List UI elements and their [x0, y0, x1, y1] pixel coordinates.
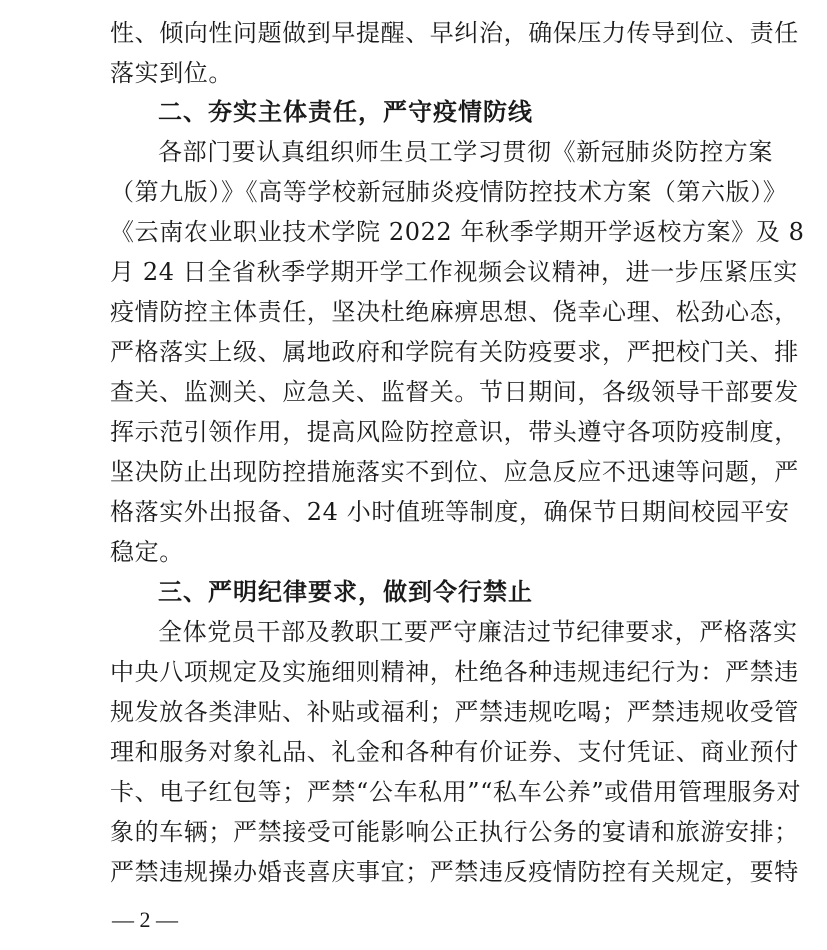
body-text-line: 严禁违规操办婚丧喜庆事宜；严禁违反疫情防控有关规定，要特 — [110, 858, 799, 886]
body-text-line: 查关、监测关、应急关、监督关。节日期间，各级领导干部要发 — [110, 378, 799, 406]
body-text-line: 挥示范引领作用，提高风险防控意识，带头遵守各项防疫制度， — [110, 418, 799, 446]
body-text-line: 《云南农业职业技术学院 2022 年秋季学期开学返校方案》及 8 — [110, 218, 805, 246]
body-text-line: 坚决防止出现防控措施落实不到位、应急反应不迅速等问题，严 — [110, 458, 799, 486]
body-text-line: 规发放各类津贴、补贴或福利；严禁违规吃喝；严禁违规收受管 — [110, 698, 799, 726]
body-text-line: 卡、电子红包等；严禁“公车私用”“私车公养”或借用管理服务对 — [110, 778, 802, 806]
body-text-line: 全体党员干部及教职工要严守廉洁过节纪律要求，严格落实 — [158, 618, 798, 646]
body-text-line: 中央八项规定及实施细则精神，杜绝各种违规违纪行为：严禁违 — [110, 658, 799, 686]
body-text-line: 严格落实上级、属地政府和学院有关防疫要求，严把校门关、排 — [110, 338, 799, 366]
page-number: — 2 — — [112, 907, 178, 932]
body-text-line: 各部门要认真组织师生员工学习贯彻《新冠肺炎防控方案 — [158, 138, 773, 166]
body-text-line: 象的车辆；严禁接受可能影响公正执行公务的宴请和旅游安排； — [110, 818, 799, 846]
section-heading-3: 三、严明纪律要求，做到令行禁止 — [158, 578, 533, 606]
body-text-line: 疫情防控主体责任，坚决杜绝麻痹思想、侥幸心理、松劲心态， — [110, 298, 799, 326]
section-heading-2: 二、夯实主体责任，严守疫情防线 — [158, 98, 533, 126]
body-text-line: 稳定。 — [110, 538, 184, 566]
body-text-line: 性、倾向性问题做到早提醒、早纠治，确保压力传导到位、责任 — [110, 19, 799, 47]
body-text-line: 理和服务对象礼品、礼金和各种有价证券、支付凭证、商业预付 — [110, 738, 799, 766]
body-text-line: （第九版）》《高等学校新冠肺炎疫情防控技术方案（第六版）》 — [110, 178, 788, 206]
body-text-line: 月 24 日全省秋季学期开学工作视频会议精神，进一步压紧压实 — [110, 258, 798, 286]
body-text-line: 落实到位。 — [110, 59, 233, 87]
body-text-line: 格落实外出报备、24 小时值班等制度，确保节日期间校园平安 — [110, 498, 790, 526]
